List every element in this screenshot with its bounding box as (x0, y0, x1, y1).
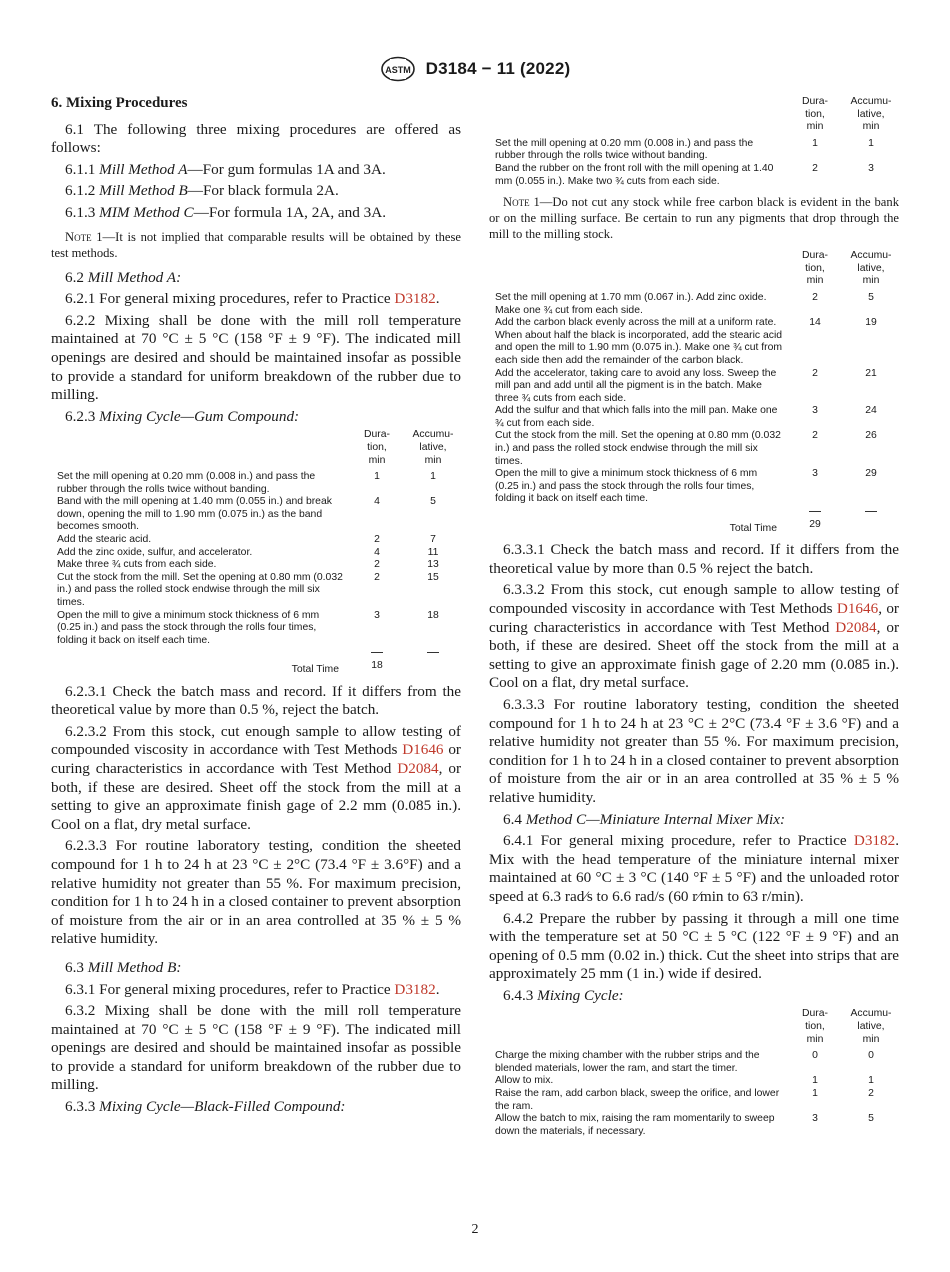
para-6-2-1: 6.2.1 For general mixing procedures, refer to Practice D3182. (65, 290, 440, 308)
step-description: Band the rubber on the front roll with the mill opening at 1.40 mm (0.055 in.). Make two ¾ cuts from each side. (495, 162, 774, 187)
step-description: Add the sulfur and that which falls into the mill pan. Make one ¾ cut from each side. (495, 405, 778, 429)
note-1: Note 1—It is not implied that comparable results will be obtained by these test methods. (51, 229, 461, 260)
table-row (51, 534, 461, 547)
accumulative-rule (843, 506, 899, 519)
step-duration: 1 (812, 137, 818, 149)
rule-spacer (489, 506, 787, 519)
table-row (489, 317, 899, 367)
step-duration: 2 (374, 559, 380, 571)
step-accumulative: 13 (427, 559, 439, 571)
header-step-column (489, 1008, 787, 1050)
step-description: Charge the mixing chamber with the rubber strips and the blended materials, lower the ram, and start the timer. (495, 1050, 760, 1074)
table-row (51, 559, 461, 572)
table-header-row (489, 1008, 899, 1050)
rule-row (489, 506, 899, 519)
step-duration: 4 (374, 546, 380, 558)
step-accumulative: 29 (865, 468, 877, 480)
table-row (489, 405, 899, 430)
header-accumulative: Accumu- lative, min (850, 250, 892, 287)
duration-rule (349, 647, 405, 660)
para-6-1-1: 6.1.1 Mill Method A—For gum formulas 1A and 3A. (65, 160, 386, 178)
step-duration: 2 (812, 430, 818, 442)
document-designation: D3184 − 11 (2022) (425, 59, 571, 78)
table-row (51, 610, 461, 648)
total-row (489, 519, 899, 536)
total-row (51, 660, 461, 677)
table-header-row (51, 429, 461, 471)
header-step-column (489, 250, 787, 292)
table-row (51, 496, 461, 534)
step-accumulative: 5 (868, 291, 874, 303)
total-time-label: Total Time (729, 522, 777, 534)
step-duration: 2 (374, 534, 380, 546)
step-accumulative: 15 (427, 571, 439, 583)
duration-rule (787, 506, 843, 519)
page-header (0, 56, 950, 86)
para-6-3-3-2: 6.3.3.2 From this stock, cut enough sample to allow testing of compounded viscosity in accordance with Test Methods D1646, or curing characteristics in accordance with Test Method D2084, or both, if these are desired. Sheet off the stock from the mill at a setting to give an approximate finish gage of 2.20 mm (0.085 in.). Cool on a flat, dry metal surface. (489, 581, 899, 692)
link-d1646-b[interactable]: D1646 (836, 600, 879, 617)
para-6-2-3-2: 6.2.3.2 From this stock, cut enough sample to allow testing of compounded viscosity in accordance with Test Methods D1646 or curing characteristics in accordance with Test Method D2084, or both, if these are desired. Sheet off the stock from the mill at a setting to give an approximate finish gage of 2.2 mm (0.085 in.). Cool on a flat, dry metal surface. (51, 722, 461, 833)
step-description: Allow the batch to mix, raising the ram momentarily to sweep down the materials, if necessary. (495, 1113, 775, 1137)
step-accumulative: 5 (430, 496, 436, 508)
section-title: 6. Mixing Procedures (51, 95, 188, 111)
para-6-1: 6.1 The following three mixing procedures are offered as follows: (51, 120, 461, 157)
total-time-label: Total Time (291, 664, 339, 675)
para-6-2-3-3: 6.2.3.3 For routine laboratory testing, condition the sheeted compound for 1 h to 24 h at 23 °C ± 2°C (73.4 °F ± 3.6°F) and a relative humidity not greater than 55 %. For maximum precision, condition for 1 h to 24 h in a closed container to prevent absorption of moisture from the air or in an area controlled at 35 % ± 5 % relative humidity. (51, 837, 461, 948)
link-d2084-b[interactable]: D2084 (835, 618, 877, 636)
step-description: Set the mill opening at 0.20 mm (0.008 in.) and pass the rubber through the rolls twice without banding. (57, 471, 316, 495)
step-accumulative: 0 (868, 1050, 874, 1062)
gum-mixing-table (51, 429, 461, 676)
step-accumulative: 1 (868, 1075, 874, 1087)
para-6-3-3: 6.3.3 Mixing Cycle—Black-Filled Compound: (65, 1098, 346, 1116)
step-accumulative: 1 (430, 471, 436, 483)
link-d3182-b[interactable]: D3182 (394, 980, 436, 998)
table-row (489, 368, 899, 406)
step-accumulative: 5 (868, 1113, 874, 1125)
page-number: 2 (471, 1222, 479, 1237)
step-accumulative: 26 (865, 430, 877, 442)
step-description: Open the mill to give a minimum stock thickness of 6 mm (0.25 in.) and pass the stock through the rolls four times, folding it back on itself each time. (57, 609, 320, 646)
para-6-2: 6.2 Mill Method A: (65, 268, 182, 286)
para-6-1-3: 6.1.3 MIM Method C—For formula 1A, 2A, and 3A. (65, 203, 387, 221)
step-duration: 3 (812, 405, 818, 417)
para-6-2-3: 6.2.3 Mixing Cycle—Gum Compound: (65, 407, 300, 425)
step-description: Set the mill opening at 1.70 mm (0.067 in.). Add zinc oxide. Make one ¾ cut from each side. (495, 291, 767, 316)
step-duration: 0 (812, 1050, 818, 1062)
header-duration: Dura- tion, min (802, 1008, 828, 1045)
step-accumulative: 18 (427, 609, 439, 621)
header-step-column (489, 96, 787, 138)
table-row (489, 1050, 899, 1075)
para-6-3-2: 6.3.2 Mixing shall be done with the mill roll temperature maintained at 70 °C ± 5 °C (158 °F ± 9 °F). The indicated mill openings are desired and should be maintained insofar as possible to provide a standard for uniform breakdown of the rubber due to milling. (51, 1002, 461, 1094)
para-6-2-2: 6.2.2 Mixing shall be done with the mill roll temperature maintained at 70 °C ± 5 °C (158 °F ± 9 °F). The indicated mill openings are desired and should be maintained insofar as possible to provide a standard for uniform breakdown of the rubber due to milling. (51, 311, 461, 404)
step-description: Open the mill to give a minimum stock thickness of 6 mm (0.25 in.) and pass the stock through the rolls four times, folding it back on itself each time. (495, 468, 758, 505)
para-6-3-3-3: 6.3.3.3 For routine laboratory testing, condition the sheeted compound for 1 h to 24 h at 23 °C ± 2°C (73.4 °F ± 3.6 °F) and a relative humidity not greater than 55 %. For maximum precision, condition for 1 h to 24 h in a closed container to prevent absorption of moisture from the air or in an area controlled at 35 % ± 5 % relative humidity. (489, 695, 899, 806)
link-d3182-c[interactable]: D3182 (853, 832, 896, 850)
step-duration: 1 (812, 1088, 818, 1100)
step-accumulative: 2 (868, 1088, 874, 1100)
table-row (489, 1113, 899, 1138)
table-row (489, 138, 899, 163)
header-duration: Dura- tion, min (802, 96, 828, 133)
step-duration: 1 (812, 1075, 818, 1087)
total-empty (405, 660, 461, 677)
step-accumulative: 19 (865, 317, 877, 329)
step-accumulative: 24 (865, 405, 877, 417)
table-row (51, 572, 461, 610)
step-duration: 2 (812, 162, 818, 174)
step-description: Raise the ram, add carbon black, sweep the orifice, and lower the ram. (495, 1088, 780, 1112)
para-6-4-2: 6.4.2 Prepare the rubber by passing it through a mill one time with the temperature set at 50 °C ± 5 °C (122 °F ± 9 °F) and an opening of 0.5 mm (0.02 in.) thick. Cut the sheet into strips that are approximately 25 mm (1 in.) wide if desired. (489, 909, 899, 983)
header-accumulative: Accumu- lative, min (850, 96, 892, 133)
para-6-3: 6.3 Mill Method B: (65, 958, 182, 976)
astm-logo-icon (380, 56, 416, 82)
mim-mixing-table (489, 1008, 899, 1138)
step-description: Add the zinc oxide, sulfur, and accelerator. (57, 546, 253, 558)
rule-row (51, 647, 461, 660)
table-row (489, 1075, 899, 1088)
header-step-column (51, 429, 349, 471)
right-column (489, 94, 899, 1144)
step-duration: 3 (812, 1113, 818, 1125)
header-accumulative: Accumu- lative, min (412, 429, 454, 466)
step-duration: 14 (809, 317, 821, 329)
step-duration: 3 (374, 609, 380, 621)
table-row (489, 430, 899, 468)
para-6-3-3-1: 6.3.3.1 Check the batch mass and record. If it differs from the theoretical value by more than 0.5 % reject the batch. (489, 541, 899, 577)
header-duration: Dura- tion, min (802, 250, 828, 287)
table-header-row (489, 250, 899, 292)
note-black: Note 1—Do not cut any stock while free carbon black is evident in the bank or on the milling surface. Be certain to run any pigments that drop through the mill to the milling stock. (489, 195, 899, 242)
para-6-4: 6.4 Method C—Miniature Internal Mixer Mix: (503, 810, 786, 828)
black-mixing-table-b (489, 250, 899, 535)
step-accumulative: 1 (868, 137, 874, 149)
step-duration: 1 (374, 471, 380, 483)
total-time-value: 18 (371, 660, 383, 671)
para-6-1-2: 6.1.2 Mill Method B—For black formula 2A. (65, 182, 339, 200)
step-description: Cut the stock from the mill. Set the opening at 0.80 mm (0.032 in.) and pass the rolled stock endwise through the mill six times. (495, 430, 781, 467)
link-d2084[interactable]: D2084 (397, 759, 439, 777)
header-accumulative: Accumu- lative, min (850, 1008, 892, 1045)
link-d1646[interactable]: D1646 (402, 741, 444, 759)
step-description: Add the carbon black evenly across the mill at a uniform rate. When about half the black is incorporated, add the stearic acid and open the mill to 1.90 mm (0.075 in.). Make one ¾ cut from each side then add the remainder of the carbon black. (495, 317, 783, 366)
step-accumulative: 21 (865, 367, 877, 379)
step-accumulative: 7 (430, 534, 436, 546)
step-description: Make three ¾ cuts from each side. (57, 559, 217, 571)
step-duration: 4 (374, 496, 380, 508)
table-row (51, 471, 461, 496)
step-duration: 2 (812, 291, 818, 303)
step-description: Set the mill opening at 0.20 mm (0.008 in.) and pass the rubber through the rolls twice without banding. (495, 137, 754, 162)
para-6-3-1: 6.3.1 For general mixing procedures, refer to Practice D3182. (65, 980, 440, 998)
step-description: Add the accelerator, taking care to avoid any loss. Sweep the mill pan and add until all the pigment is in the batch. Make three ¾ cuts from each side. (495, 367, 777, 404)
para-6-2-3-1: 6.2.3.1 Check the batch mass and record. If it differs from the theoretical value by more than 0.5 %, reject the batch. (51, 682, 461, 719)
table-row (489, 468, 899, 506)
black-mixing-table-a (489, 96, 899, 188)
step-duration: 3 (812, 468, 818, 480)
header-duration: Dura- tion, min (364, 429, 390, 466)
step-duration: 2 (374, 571, 380, 583)
step-description: Add the stearic acid. (57, 534, 152, 546)
link-d3182[interactable]: D3182 (394, 290, 436, 308)
step-accumulative: 11 (427, 546, 439, 558)
rule-spacer (51, 647, 349, 660)
step-description: Band with the mill opening at 1.40 mm (0.055 in.) and break down, opening the mill to 1.90 mm (0.075 in.) as the band becomes smooth. (57, 496, 332, 533)
left-column (51, 94, 461, 1120)
total-empty (843, 519, 899, 536)
astm-logo-text: ASTM (384, 65, 411, 75)
table-row (51, 547, 461, 560)
step-description: Cut the stock from the mill. Set the opening at 0.80 mm (0.032 in.) and pass the rolled stock endwise through the mill six times. (57, 571, 343, 609)
accumulative-rule (405, 647, 461, 660)
table-row (489, 163, 899, 188)
step-accumulative: 3 (868, 162, 874, 174)
step-description: Allow to mix. (495, 1075, 554, 1087)
total-time-value: 29 (809, 518, 821, 530)
para-6-4-1: 6.4.1 For general mixing procedure, refer to Practice D3182. Mix with the head temperature of the miniature internal mixer maintained at 60 °C ± 3 °C (140 °F ± 5 °F) and the unloaded rotor speed at 6.3 rad⁄s to 6.6 rad/s (60 r⁄min to 63 r/min). (489, 832, 899, 905)
table-row (489, 292, 899, 317)
step-duration: 2 (812, 367, 818, 379)
table-header-row (489, 96, 899, 138)
para-6-4-3: 6.4.3 Mixing Cycle: (503, 986, 624, 1004)
table-row (489, 1088, 899, 1113)
